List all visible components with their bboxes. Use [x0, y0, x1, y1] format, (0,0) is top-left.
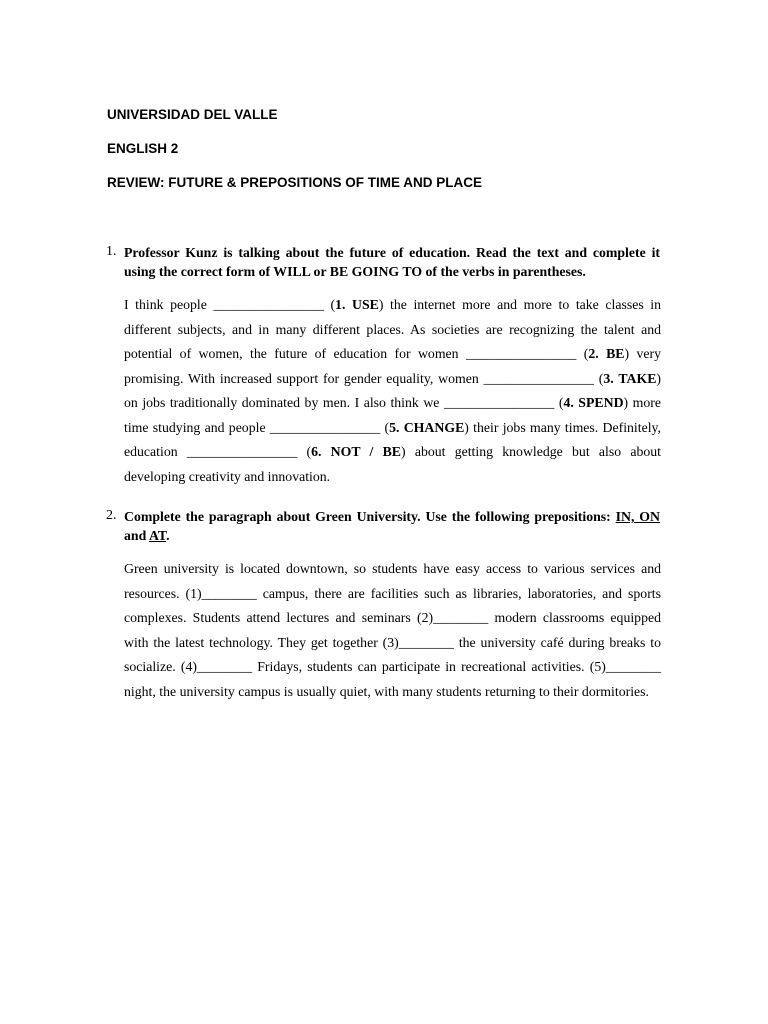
blank-6[interactable]: ________________ [186, 444, 298, 459]
blank-3[interactable]: ________________ [483, 370, 594, 386]
text-segment: ) the internet more and more to take classes in different subjects, and in many different places. As societies are recognizing the talent and potential of women, the future of education for women [124, 297, 662, 361]
text-segment: I think people [124, 297, 214, 312]
verb-cue-5: 5. CHANGE [389, 419, 465, 435]
exercise-2-paragraph: Green university is located downtown, so students have easy access to various services and resources. (1)________ campus, there are facilities such as libraries, laboratories, and sports complexes. Students attend lectures and seminars (2)________ modern classrooms equipped with the latest technology. They get together (3)________ the university café during breaks to socialize. (4)________ Fridays, students can participate in recreational activities. (5)________ night, the university campus is usually quiet, with many students returning to their dormitories. [124, 561, 661, 699]
exercise-1-paragraph: I think people ________________ (1. USE) the internet more and more to take classes in different subjects, and in many different places. As societies are recognizing the talent and potential of women, the future of education for women ________________ (2. BE) very promising. With increased support for gender equality, women ________________ (3. TAKE) on jobs traditionally dominated by men. I also think we ________________ (4. SPEND) more time studying and people ________________ (5. CHANGE) their jobs many times. Definitely, education ________________ (6. NOT / BE) about getting knowledge but also about developing creativity and innovation. [124, 297, 662, 484]
review-title: REVIEW: FUTURE & PREPOSITIONS OF TIME AND PLACE [107, 175, 483, 190]
text-segment: ) very promising. With increased support for gender equality, women [124, 346, 662, 386]
blank-2[interactable]: ________________ [465, 346, 577, 361]
verb-cue-6: 6. NOT / BE [311, 444, 401, 459]
exercise-1-instruction: Professor Kunz is talking about the future of education. Read the text and complete it using the correct form of WILL or BE GOING TO of the verbs in parentheses. [124, 245, 660, 279]
exercise-2-instruction [124, 507, 660, 545]
prepositions-in-on: IN, ON [615, 509, 660, 524]
verb-cue-3: 3. TAKE [603, 370, 657, 386]
and-text: and [124, 528, 149, 543]
instruction-text: Complete the paragraph about Green University. Use the following prepositions: [124, 509, 616, 524]
verb-cue-1: 1. USE [335, 297, 379, 312]
university-name: UNIVERSIDAD DEL VALLE [107, 107, 278, 122]
text-segment: ) their jobs many times. Definitely, education [124, 419, 662, 459]
verb-cue-2: 2. BE [588, 346, 625, 361]
period: . [166, 528, 170, 543]
blank-4[interactable]: ________________ [443, 395, 555, 410]
preposition-at: AT [148, 528, 167, 543]
blank-1[interactable]: ________________ [213, 297, 324, 312]
text-segment: ) about getting knowledge but also about developing creativity and innovation. [124, 444, 661, 484]
verb-cue-4: 4. SPEND [563, 395, 624, 410]
blank-5[interactable]: ________________ [269, 419, 381, 435]
exercise-1-number: 1. [106, 244, 117, 259]
exercise-2-number: 2. [106, 508, 117, 523]
text-segment: ) more time studying and people [124, 395, 662, 435]
course-name: ENGLISH 2 [107, 141, 179, 156]
text-segment: ) on jobs traditionally dominated by men. I also think we [124, 370, 662, 410]
